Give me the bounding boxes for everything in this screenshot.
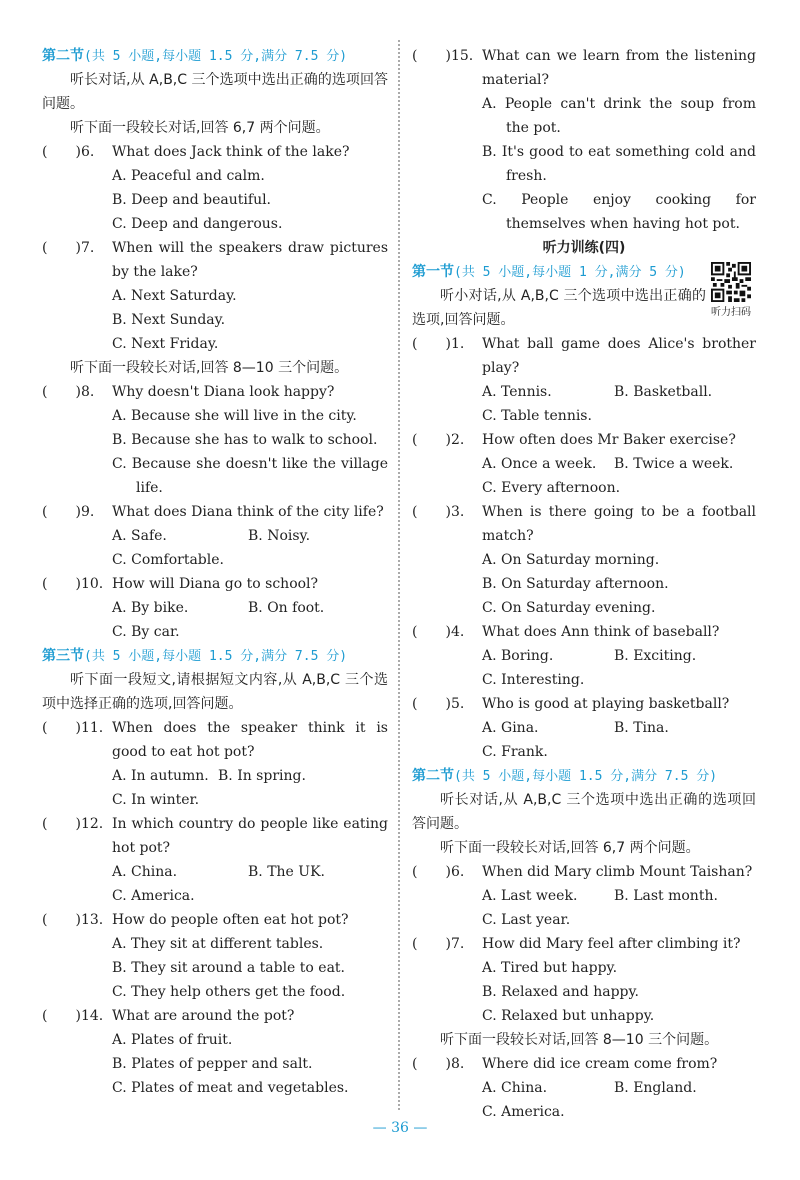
instruction: 听长对话,从 A,B,C 三个选项中选出正确的选项回答问题。 bbox=[412, 792, 756, 832]
option: A. They sit at different tables. bbox=[112, 936, 324, 952]
question: ( )5. Who is good at playing basketball? bbox=[412, 696, 730, 712]
option: A. Because she will live in the city. bbox=[112, 408, 357, 424]
option: C. Comfortable. bbox=[112, 552, 224, 568]
option: B. Last month. bbox=[614, 888, 718, 904]
option: C. Because she doesn't like the village life. bbox=[112, 456, 388, 496]
option: A. In autumn. bbox=[112, 768, 209, 784]
option: B. Noisy. bbox=[248, 528, 311, 544]
question: ( )10. How will Diana go to school? bbox=[42, 576, 319, 592]
option-row bbox=[412, 644, 756, 668]
section-heading: 第二节(共 5 小题,每小题 1.5 分,满分 7.5 分) bbox=[42, 48, 348, 64]
option: C. Every afternoon. bbox=[482, 480, 621, 496]
option: C. America. bbox=[482, 1104, 565, 1120]
option: A. China. bbox=[112, 864, 178, 880]
instruction: 听下面一段短文,请根据短文内容,从 A,B,C 三个选项中选择正确的选项,回答问题。 bbox=[42, 672, 388, 712]
instruction: 听小对话,从 A,B,C 三个选项中选出正确的选项,回答问题。 bbox=[412, 288, 706, 328]
option: B. Relaxed and happy. bbox=[482, 984, 639, 1000]
option: C. People enjoy cooking for themselves when having hot pot. bbox=[482, 192, 756, 232]
option: B. In spring. bbox=[218, 768, 306, 784]
question: ( )4. What does Ann think of baseball? bbox=[412, 624, 720, 640]
question: ( )9. What does Diana think of the city life? bbox=[42, 504, 384, 520]
question: ( )6. What does Jack think of the lake? bbox=[42, 144, 350, 160]
option: A. People can't drink the soup from the pot. bbox=[482, 96, 756, 136]
option: B. On Saturday afternoon. bbox=[482, 576, 669, 592]
option: B. Tina. bbox=[614, 720, 669, 736]
option: A. Boring. bbox=[482, 648, 554, 664]
option: B. It's good to eat something cold and fresh. bbox=[482, 144, 756, 184]
option: B. Exciting. bbox=[614, 648, 697, 664]
option-row bbox=[42, 524, 388, 548]
option: C. Next Friday. bbox=[112, 336, 219, 352]
dialogue-note: 听下面一段较长对话,回答 8—10 三个问题。 bbox=[440, 1032, 719, 1048]
option: C. Frank. bbox=[482, 744, 548, 760]
option: B. Plates of pepper and salt. bbox=[112, 1056, 313, 1072]
qr-label: 听力扫码 bbox=[711, 307, 751, 318]
option-row bbox=[42, 596, 388, 620]
option: C. Last year. bbox=[482, 912, 571, 928]
option: C. Interesting. bbox=[482, 672, 585, 688]
unit-title: 听力训练(四) bbox=[542, 240, 626, 256]
option-row bbox=[42, 860, 388, 884]
option: C. America. bbox=[112, 888, 195, 904]
option: B. They sit around a table to eat. bbox=[112, 960, 345, 976]
option-row bbox=[412, 1076, 756, 1100]
question: ( )12. In which country do people like eating hot pot? bbox=[42, 816, 388, 856]
dialogue-note: 听下面一段较长对话,回答 8—10 三个问题。 bbox=[70, 360, 349, 376]
question: ( )7. When will the speakers draw pictures by the lake? bbox=[42, 240, 388, 280]
question: ( )6. When did Mary climb Mount Taishan? bbox=[412, 864, 753, 880]
option: A. Gina. bbox=[482, 720, 539, 736]
option: C. By car. bbox=[112, 624, 180, 640]
option: A. By bike. bbox=[112, 600, 189, 616]
option: A. China. bbox=[482, 1080, 548, 1096]
option: A. Once a week. bbox=[482, 456, 597, 472]
option: C. In winter. bbox=[112, 792, 200, 808]
section-heading: 第一节(共 5 小题,每小题 1 分,满分 5 分) bbox=[412, 264, 686, 280]
question: ( )14. What are around the pot? bbox=[42, 1008, 295, 1024]
question: ( )8. Where did ice cream come from? bbox=[412, 1056, 718, 1072]
section-heading: 第二节(共 5 小题,每小题 1.5 分,满分 7.5 分) bbox=[412, 768, 718, 784]
question: ( )2. How often does Mr Baker exercise? bbox=[412, 432, 736, 448]
option-row bbox=[42, 764, 388, 788]
option: A. Tennis. bbox=[482, 384, 552, 400]
option: C. Plates of meat and vegetables. bbox=[112, 1080, 349, 1096]
option: A. Next Saturday. bbox=[112, 288, 237, 304]
option: B. Deep and beautiful. bbox=[112, 192, 272, 208]
qr-code-icon[interactable] bbox=[711, 262, 751, 302]
option-row bbox=[412, 380, 756, 404]
option: C. Deep and dangerous. bbox=[112, 216, 283, 232]
option: A. Safe. bbox=[112, 528, 167, 544]
option: A. On Saturday morning. bbox=[482, 552, 660, 568]
left-column bbox=[42, 44, 388, 1100]
option-row bbox=[412, 452, 756, 476]
dialogue-note: 听下面一段较长对话,回答 6,7 两个问题。 bbox=[440, 840, 700, 856]
option: C. Relaxed but unhappy. bbox=[482, 1008, 655, 1024]
question: ( )7. How did Mary feel after climbing it? bbox=[412, 936, 741, 952]
right-column bbox=[412, 44, 756, 1124]
option: A. Last week. bbox=[482, 888, 578, 904]
option: A. Peaceful and calm. bbox=[112, 168, 265, 184]
section-1-block bbox=[412, 260, 756, 332]
option-row bbox=[412, 716, 756, 740]
column-divider bbox=[398, 40, 400, 1110]
option: A. Plates of fruit. bbox=[112, 1032, 233, 1048]
option-row bbox=[412, 884, 756, 908]
option: C. They help others get the food. bbox=[112, 984, 346, 1000]
qr-block bbox=[706, 262, 756, 320]
option: C. Table tennis. bbox=[482, 408, 592, 424]
question: ( )15. What can we learn from the listening material? bbox=[412, 48, 756, 88]
question: ( )1. What ball game does Alice's brother play? bbox=[412, 336, 756, 376]
question: ( )8. Why doesn't Diana look happy? bbox=[42, 384, 335, 400]
option: B. Twice a week. bbox=[614, 456, 734, 472]
option: B. Next Sunday. bbox=[112, 312, 226, 328]
page-number: — 36 — bbox=[372, 1120, 428, 1136]
section-heading: 第三节(共 5 小题,每小题 1.5 分,满分 7.5 分) bbox=[42, 648, 348, 664]
option: B. Basketball. bbox=[614, 384, 713, 400]
option: B. The UK. bbox=[248, 864, 325, 880]
option: A. Tired but happy. bbox=[482, 960, 618, 976]
question: ( )3. When is there going to be a football match? bbox=[412, 504, 756, 544]
question: ( )13. How do people often eat hot pot? bbox=[42, 912, 349, 928]
option: B. On foot. bbox=[248, 600, 325, 616]
option: B. England. bbox=[614, 1080, 697, 1096]
dialogue-note: 听下面一段较长对话,回答 6,7 两个问题。 bbox=[70, 120, 330, 136]
option: B. Because she has to walk to school. bbox=[112, 432, 378, 448]
instruction: 听长对话,从 A,B,C 三个选项中选出正确的选项回答问题。 bbox=[42, 72, 388, 112]
question: ( )11. When does the speaker think it is good to eat hot pot? bbox=[42, 720, 388, 760]
option: C. On Saturday evening. bbox=[482, 600, 656, 616]
